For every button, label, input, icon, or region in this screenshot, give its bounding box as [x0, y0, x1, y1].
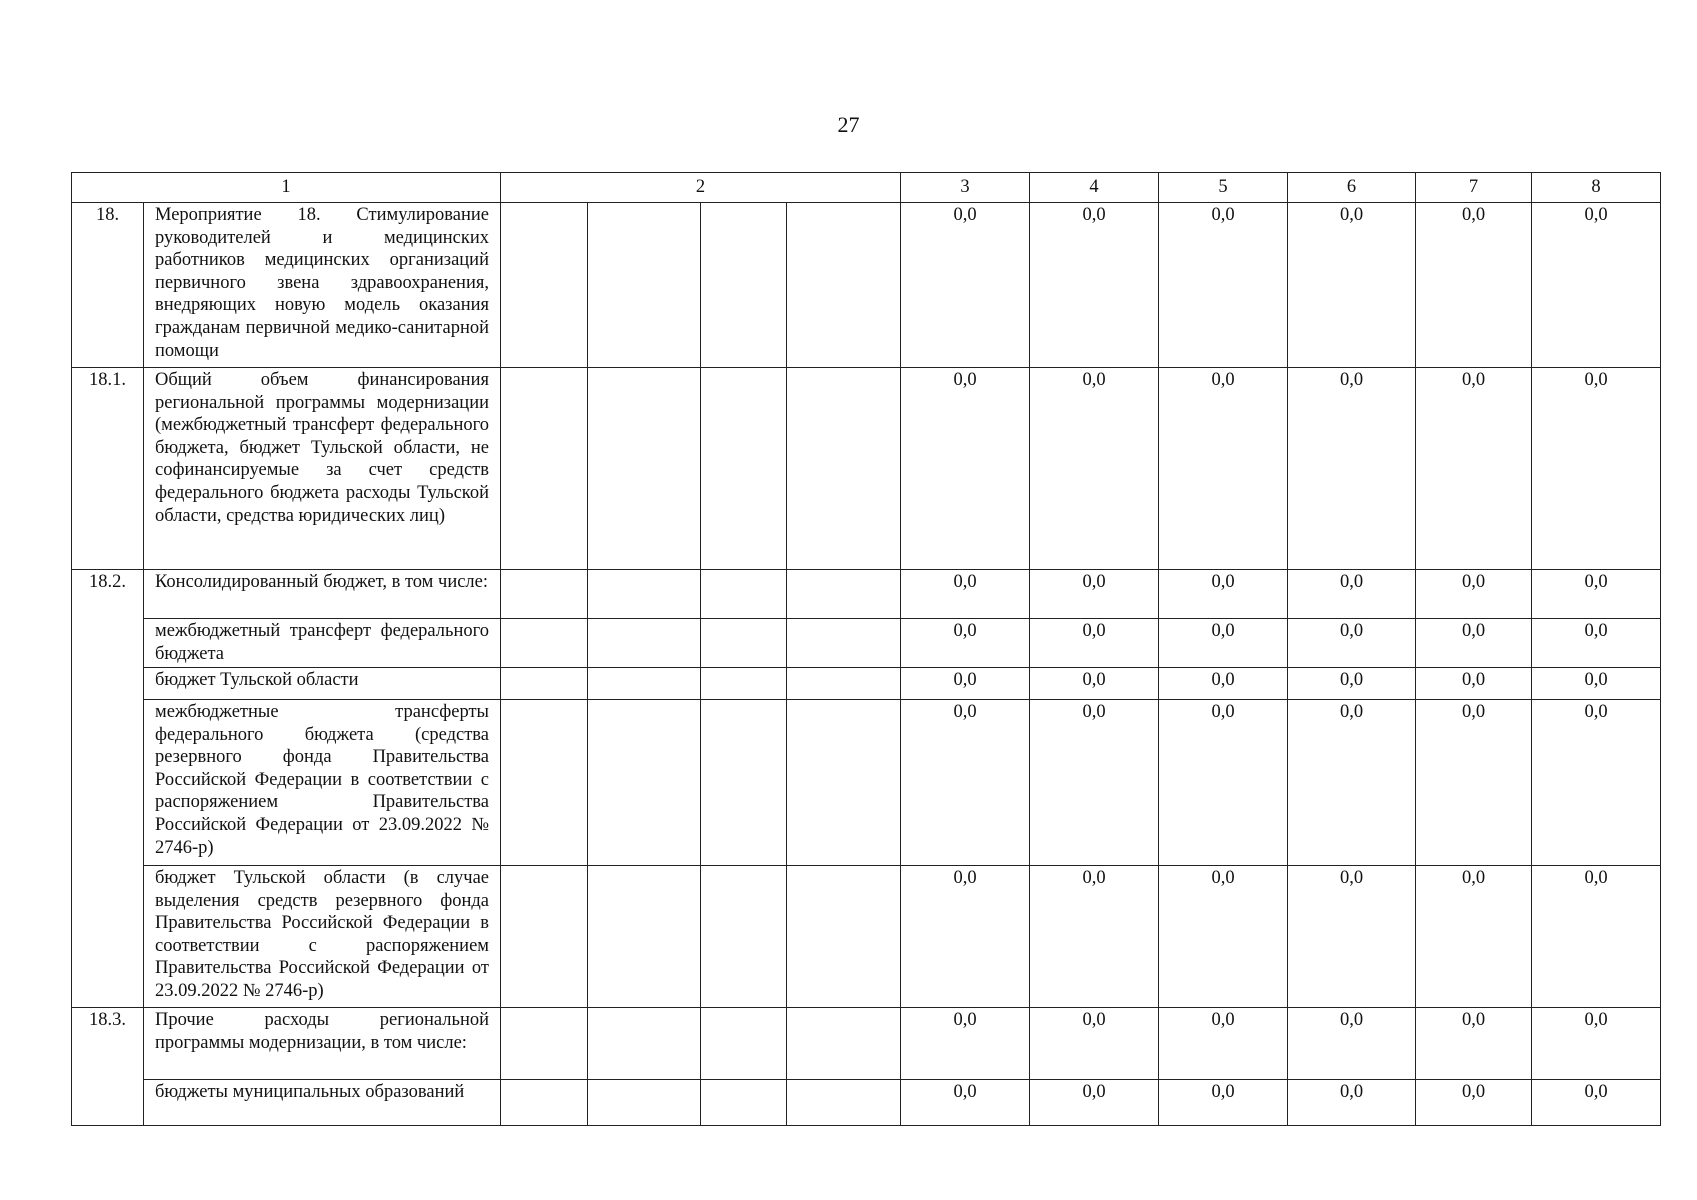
empty-cell: [588, 1080, 701, 1126]
value-cell: 0,0: [901, 668, 1030, 700]
row-description: бюджет Тульской области (в случае выделения средств резервного фонда Правительства Российской Федерации в соответствии с распоряжением Правительства Российской Федерации от 23.09.2022 № 2746-р): [144, 866, 501, 1008]
row-description: межбюджетные трансферты федерального бюджета (средства резервного фонда Правительства Российской Федерации в соответствии с распоряжением Правительства Российской Федерации от 23.09.2022 № 2746-р): [144, 700, 501, 866]
empty-cell: [588, 866, 701, 1008]
empty-cell: [501, 368, 588, 570]
value-cell: 0,0: [1159, 700, 1288, 866]
row-description: бюджеты муниципальных образований: [144, 1080, 501, 1126]
value-cell: 0,0: [901, 368, 1030, 570]
value-cell: 0,0: [1288, 1080, 1416, 1126]
value-cell: 0,0: [901, 1008, 1030, 1080]
budget-table: [71, 172, 1661, 1126]
value-cell: 0,0: [1159, 668, 1288, 700]
empty-cell: [501, 700, 588, 866]
value-cell: 0,0: [1532, 1008, 1661, 1080]
empty-cell: [787, 368, 901, 570]
row-number: 18.1.: [72, 368, 144, 570]
empty-cell: [588, 570, 701, 619]
value-cell: 0,0: [1288, 570, 1416, 619]
page-number: 27: [837, 112, 860, 137]
header-col-8: 8: [1532, 173, 1661, 203]
table-row: [72, 203, 1661, 368]
value-cell: 0,0: [1416, 203, 1532, 368]
header-col-7: 7: [1416, 173, 1532, 203]
row-number: 18.3.: [72, 1008, 144, 1126]
value-cell: 0,0: [1288, 700, 1416, 866]
header-col-6: 6: [1288, 173, 1416, 203]
table-row: [72, 570, 1661, 619]
empty-cell: [701, 1080, 787, 1126]
table-header-row: [72, 173, 1661, 203]
value-cell: 0,0: [1030, 668, 1159, 700]
value-cell: 0,0: [1030, 866, 1159, 1008]
row-description: бюджет Тульской области: [144, 668, 501, 700]
table-row: [72, 866, 1661, 1008]
table-row: [72, 1080, 1661, 1126]
empty-cell: [501, 570, 588, 619]
empty-cell: [701, 570, 787, 619]
value-cell: 0,0: [1030, 570, 1159, 619]
value-cell: 0,0: [1532, 668, 1661, 700]
empty-cell: [701, 700, 787, 866]
value-cell: 0,0: [1532, 700, 1661, 866]
value-cell: 0,0: [1159, 203, 1288, 368]
empty-cell: [501, 668, 588, 700]
value-cell: 0,0: [1532, 1080, 1661, 1126]
value-cell: 0,0: [1416, 700, 1532, 866]
empty-cell: [588, 368, 701, 570]
value-cell: 0,0: [1416, 1080, 1532, 1126]
value-cell: 0,0: [1288, 668, 1416, 700]
empty-cell: [501, 203, 588, 368]
header-col-2: 2: [501, 173, 901, 203]
row-description: Прочие расходы региональной программы модернизации, в том числе:: [144, 1008, 501, 1080]
value-cell: 0,0: [1416, 619, 1532, 668]
row-description: Консолидированный бюджет, в том числе:: [144, 570, 501, 619]
value-cell: 0,0: [1159, 866, 1288, 1008]
header-col-3: 3: [901, 173, 1030, 203]
value-cell: 0,0: [1159, 1008, 1288, 1080]
value-cell: 0,0: [901, 700, 1030, 866]
empty-cell: [501, 619, 588, 668]
value-cell: 0,0: [1532, 203, 1661, 368]
value-cell: 0,0: [901, 866, 1030, 1008]
empty-cell: [701, 619, 787, 668]
value-cell: 0,0: [1532, 570, 1661, 619]
value-cell: 0,0: [901, 203, 1030, 368]
row-description: Мероприятие 18. Стимулирование руководителей и медицинских работников медицинских организаций первичного звена здравоохранения, внедряющих новую модель оказания гражданам первичной медико-санитарной помощи: [144, 203, 501, 368]
value-cell: 0,0: [901, 1080, 1030, 1126]
empty-cell: [787, 203, 901, 368]
value-cell: 0,0: [1030, 1080, 1159, 1126]
row-description: Общий объем финансирования региональной программы модернизации (межбюджетный трансферт федерального бюджета, бюджет Тульской области, не софинансируемые за счет средств федерального бюджета расходы Тульской области, средства юридических лиц): [144, 368, 501, 570]
table-row: [72, 368, 1661, 570]
empty-cell: [701, 866, 787, 1008]
row-number: 18.: [72, 203, 144, 368]
empty-cell: [501, 866, 588, 1008]
value-cell: 0,0: [1159, 1080, 1288, 1126]
empty-cell: [787, 570, 901, 619]
empty-cell: [787, 700, 901, 866]
value-cell: 0,0: [1030, 368, 1159, 570]
value-cell: 0,0: [1288, 1008, 1416, 1080]
table-row: [72, 668, 1661, 700]
value-cell: 0,0: [1159, 619, 1288, 668]
value-cell: 0,0: [1416, 570, 1532, 619]
empty-cell: [588, 1008, 701, 1080]
empty-cell: [787, 668, 901, 700]
header-col-1: 1: [72, 173, 501, 203]
empty-cell: [701, 668, 787, 700]
empty-cell: [588, 700, 701, 866]
value-cell: 0,0: [1159, 368, 1288, 570]
empty-cell: [787, 866, 901, 1008]
table-row: [72, 1008, 1661, 1080]
empty-cell: [588, 668, 701, 700]
empty-cell: [701, 368, 787, 570]
value-cell: 0,0: [1030, 619, 1159, 668]
value-cell: 0,0: [1532, 619, 1661, 668]
value-cell: 0,0: [1288, 368, 1416, 570]
table-row: [72, 619, 1661, 668]
header-col-5: 5: [1159, 173, 1288, 203]
value-cell: 0,0: [901, 570, 1030, 619]
value-cell: 0,0: [1416, 866, 1532, 1008]
empty-cell: [588, 619, 701, 668]
empty-cell: [588, 203, 701, 368]
value-cell: 0,0: [1288, 203, 1416, 368]
value-cell: 0,0: [1416, 668, 1532, 700]
value-cell: 0,0: [1288, 619, 1416, 668]
empty-cell: [787, 1008, 901, 1080]
header-col-4: 4: [1030, 173, 1159, 203]
value-cell: 0,0: [1416, 1008, 1532, 1080]
value-cell: 0,0: [1532, 368, 1661, 570]
empty-cell: [501, 1008, 588, 1080]
value-cell: 0,0: [1416, 368, 1532, 570]
value-cell: 0,0: [1030, 203, 1159, 368]
empty-cell: [787, 1080, 901, 1126]
row-number: 18.2.: [72, 570, 144, 1008]
table-row: [72, 700, 1661, 866]
value-cell: 0,0: [1030, 1008, 1159, 1080]
row-description: межбюджетный трансферт федерального бюджета: [144, 619, 501, 668]
empty-cell: [701, 1008, 787, 1080]
empty-cell: [701, 203, 787, 368]
empty-cell: [787, 619, 901, 668]
value-cell: 0,0: [1030, 700, 1159, 866]
value-cell: 0,0: [1159, 570, 1288, 619]
empty-cell: [501, 1080, 588, 1126]
value-cell: 0,0: [901, 619, 1030, 668]
value-cell: 0,0: [1532, 866, 1661, 1008]
value-cell: 0,0: [1288, 866, 1416, 1008]
